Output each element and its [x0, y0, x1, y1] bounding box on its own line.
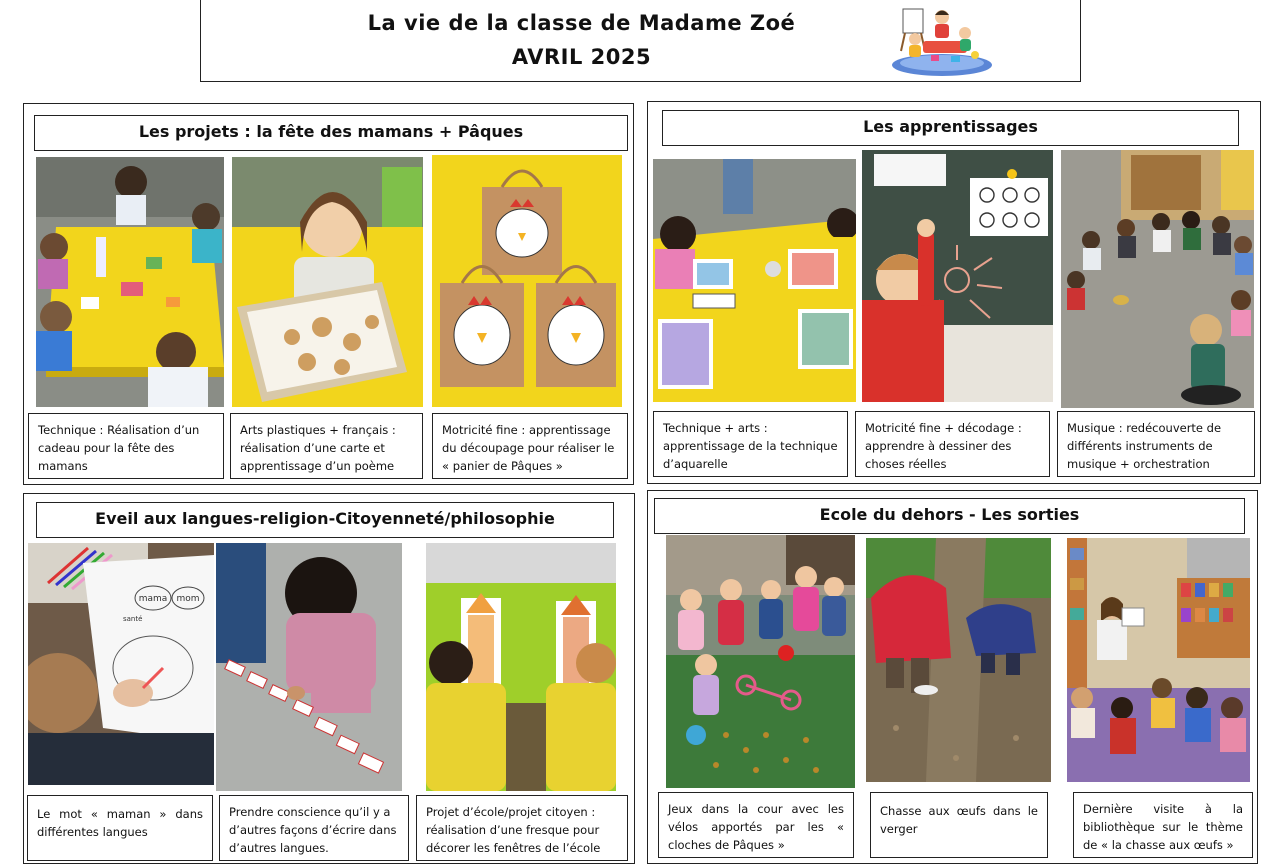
photo-chalkboard	[862, 150, 1053, 402]
caption-basket: Motricité fine : apprentissage du découpage pour réaliser le « panier de Pâques »	[432, 413, 628, 479]
caption-gift: Technique : Réalisation d’un cadeau pour la fête des mamans	[28, 413, 224, 479]
photo-library-visit	[1067, 538, 1250, 782]
photo-marbled-card	[232, 157, 423, 407]
photo-music-circle	[1061, 150, 1254, 408]
photo-watercolor	[653, 159, 856, 402]
photo-scripts-line	[216, 543, 402, 791]
section-title-apprentissages: Les apprentissages	[662, 110, 1239, 146]
photo-playground-bikes	[666, 535, 855, 788]
caption-other-scripts: Prendre conscience qu’il y a d’autres façons d’écrire dans d’autres langues.	[219, 795, 409, 861]
caption-egg-hunt: Chasse aux œufs dans le verger	[870, 792, 1048, 858]
section-title-eveil: Eveil aux langues-religion-Citoyenneté/philosophie	[36, 502, 614, 538]
caption-card-poem: Arts plastiques + français : réalisation d’une carte et apprentissage d’un poème	[230, 413, 423, 479]
classroom-illustration	[889, 3, 995, 77]
page-title: La vie de la classe de Madame Zoé	[367, 11, 796, 35]
caption-bikes: Jeux dans la cour avec les vélos apportés par les « cloches de Pâques »	[658, 792, 854, 858]
caption-maman-languages: Le mot « maman » dans différentes langues	[27, 795, 213, 861]
photo-egg-hunt-orchard	[866, 538, 1051, 782]
section-title-projets: Les projets : la fête des mamans + Pâques	[34, 115, 628, 151]
photo-gift-table	[36, 157, 224, 407]
caption-fresco: Projet d’école/projet citoyen : réalisation d’une fresque pour décorer les fenêtres de l’école	[416, 795, 628, 861]
photo-worksheet-mama	[28, 543, 214, 785]
caption-watercolor: Technique + arts : apprentissage de la technique d’aquarelle	[653, 411, 848, 477]
newsletter-header	[200, 0, 1081, 82]
caption-music: Musique : redécouverte de différents instruments de musique + orchestration	[1057, 411, 1255, 477]
caption-library: Dernière visite à la bibliothèque sur le thème de « la chasse aux œufs »	[1073, 792, 1253, 858]
worksheet-word-mom: mom	[176, 594, 200, 604]
worksheet-word-mama: mama	[138, 594, 168, 604]
photo-fresco-window	[426, 543, 616, 791]
section-title-dehors: Ecole du dehors - Les sorties	[654, 498, 1245, 534]
caption-drawing: Motricité fine + décodage : apprendre à dessiner des choses réelles	[855, 411, 1050, 477]
page-date: AVRIL 2025	[511, 45, 652, 69]
worksheet-word-sante: santé	[123, 615, 143, 623]
photo-easter-baskets	[432, 155, 622, 407]
